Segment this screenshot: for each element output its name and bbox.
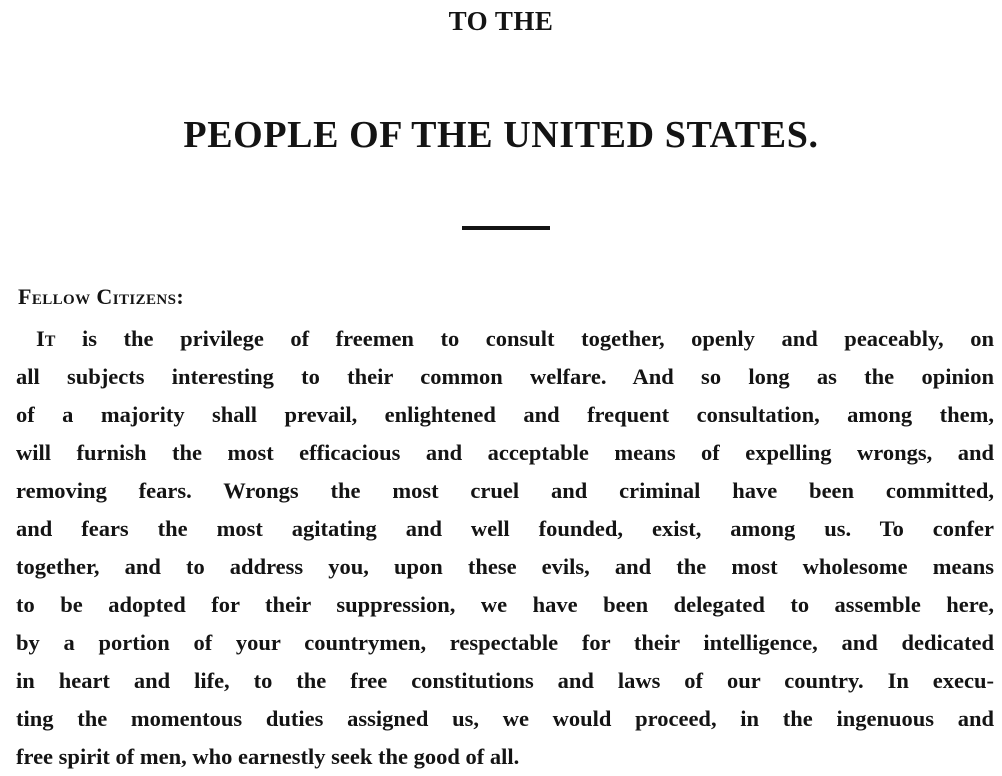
section-divider — [462, 226, 550, 230]
heading-to-the: TO THE — [448, 6, 554, 36]
paragraph-line: removing fears. Wrongs the most cruel and criminal have been committed, — [16, 478, 994, 503]
paragraph-line: free spirit of men, who earnestly seek the good of all. — [16, 744, 520, 769]
paragraph-line — [16, 320, 994, 358]
body-paragraph — [16, 320, 994, 776]
paragraph-line: of a majority shall prevail, enlightened and frequent consultation, among them, — [16, 402, 994, 427]
paragraph-line: together, and to address you, upon these evils, and the most wholesome means — [16, 554, 994, 579]
paragraph-line: in heart and life, to the free constitutions and laws of our country. In execu- — [16, 668, 994, 693]
paragraph-line: by a portion of your countrymen, respectable for their intelligence, and dedicated — [16, 630, 994, 655]
lead-word: It — [36, 326, 56, 351]
line-text: is the privilege of freemen to consult together, openly and peaceably, on — [55, 326, 994, 351]
page-title: PEOPLE OF THE UNITED STATES. — [183, 114, 819, 156]
paragraph-line: and fears the most agitating and well founded, exist, among us. To confer — [16, 516, 994, 541]
paragraph-line: all subjects interesting to their common welfare. And so long as the opinion — [16, 364, 994, 389]
paragraph-line: ting the momentous duties assigned us, we would proceed, in the ingenuous and — [16, 706, 994, 731]
salutation: Fellow Citizens: — [18, 284, 185, 309]
paragraph-line: to be adopted for their suppression, we have been delegated to assemble here, — [16, 592, 994, 617]
paragraph-line: will furnish the most efficacious and acceptable means of expelling wrongs, and — [16, 440, 994, 465]
